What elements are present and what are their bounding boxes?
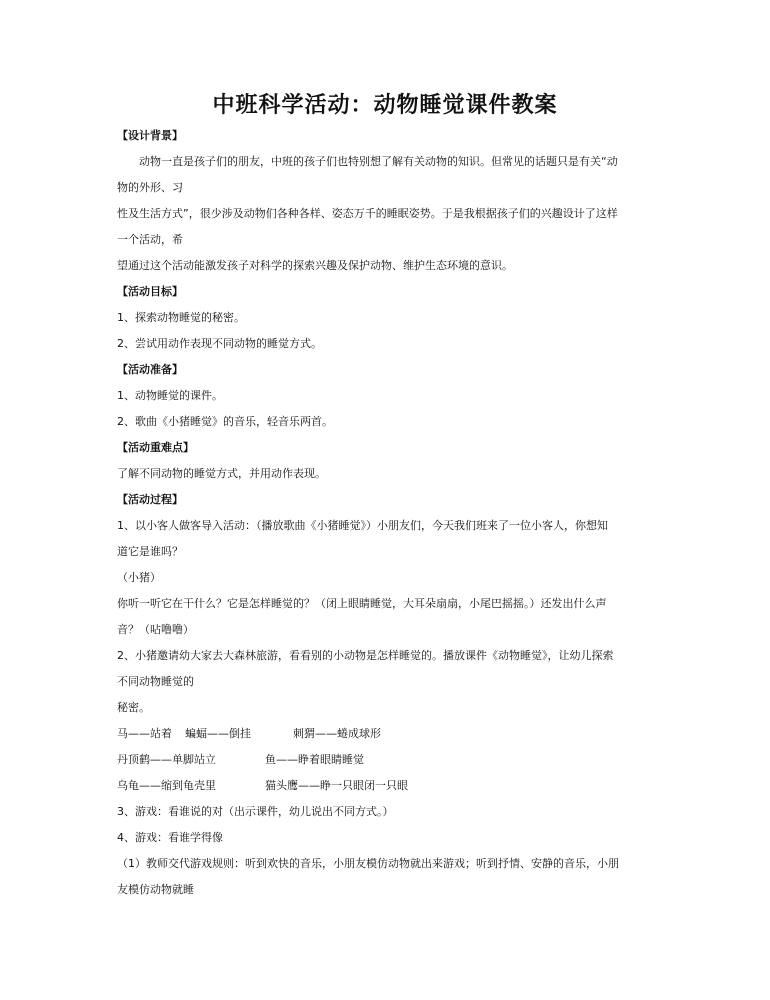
process-line-8: 秘密。 <box>117 701 150 714</box>
key-line-1: 了解不同动物的睡觉方式，并用动作表现。 <box>117 467 326 480</box>
animal-horse: 马——站着 <box>117 727 172 740</box>
animal-bat: 蝙蝠——倒挂 <box>185 727 251 740</box>
goal-heading: 【活动目标】 <box>117 285 183 298</box>
process-line-1: 1、以小客人做客导入活动：（播放歌曲《小猪睡觉》）小朋友们，今天我们班来了一位小客人，你想知 <box>117 519 608 532</box>
page-title: 中班科学活动：动物睡觉课件教案 <box>212 92 558 118</box>
animal-row-2 <box>117 753 517 767</box>
animal-row-3 <box>117 779 517 793</box>
process-line-2: 道它是谁吗？ <box>117 545 183 558</box>
background-heading: 【设计背景】 <box>117 129 183 142</box>
goal-line-1: 1、探索动物睡觉的秘密。 <box>117 311 245 324</box>
prep-line-2: 2、歌曲《小猪睡觉》的音乐，轻音乐两首。 <box>117 415 333 428</box>
process-line-6: 2、小猪邀请幼大家去大森林旅游，看看别的小动物是怎样睡觉的。播放课件《动物睡觉》，让幼儿探索 <box>117 649 614 662</box>
closing-line-1: 3、游戏：看谁说的对（出示课件，幼儿说出不同方式。） <box>117 805 394 818</box>
animal-row-1 <box>117 727 517 741</box>
background-line-4: 一个活动，希 <box>117 233 183 246</box>
closing-line-2: 4、游戏：看谁学得像 <box>117 831 223 844</box>
animal-fish: 鱼——睁着眼睛睡觉 <box>265 753 364 766</box>
animal-turtle: 乌龟——缩到龟壳里 <box>117 779 216 792</box>
prep-heading: 【活动准备】 <box>117 363 183 376</box>
process-line-4: 你听一听它在干什么？它是怎样睡觉的？（闭上眼睛睡觉，大耳朵扇扇，小尾巴摇摇。）还发出什么声 <box>117 597 607 610</box>
animal-crane: 丹顶鹤——单脚站立 <box>117 753 216 766</box>
process-line-5: 音？（呫噜噜） <box>117 623 194 636</box>
key-heading: 【活动重难点】 <box>117 441 194 454</box>
goal-line-2: 2、尝试用动作表现不同动物的睡觉方式。 <box>117 337 322 350</box>
process-line-7: 不同动物睡觉的 <box>117 675 194 688</box>
closing-line-3: （1）教师交代游戏规则：听到欢快的音乐，小朋友模仿动物就出来游戏；听到抒情、安静的音乐，小朋 <box>117 857 619 870</box>
animal-owl: 猫头鹰——睁一只眼闭一只眼 <box>265 779 408 792</box>
background-line-3: 性及生活方式”，很少涉及动物们各种各样、姿态万千的睡眠姿势。于是我根据孩子们的兴趣设计了这样 <box>117 207 618 220</box>
background-line-5: 望通过这个活动能激发孩子对科学的探索兴趣及保护动物、维护生态环境的意识。 <box>117 259 513 272</box>
closing-line-4: 友模仿动物就睡 <box>117 883 194 896</box>
background-line-1: 动物一直是孩子们的朋友，中班的孩子们也特别想了解有关动物的知识。但常见的话题只是有关“动 <box>117 155 618 168</box>
process-line-3: （小猪） <box>117 571 161 584</box>
prep-line-1: 1、动物睡觉的课件。 <box>117 389 223 402</box>
background-line-2: 物的外形、习 <box>117 181 183 194</box>
process-heading: 【活动过程】 <box>117 493 183 506</box>
animal-hedgehog: 刺猬——蜷成球形 <box>293 727 381 740</box>
